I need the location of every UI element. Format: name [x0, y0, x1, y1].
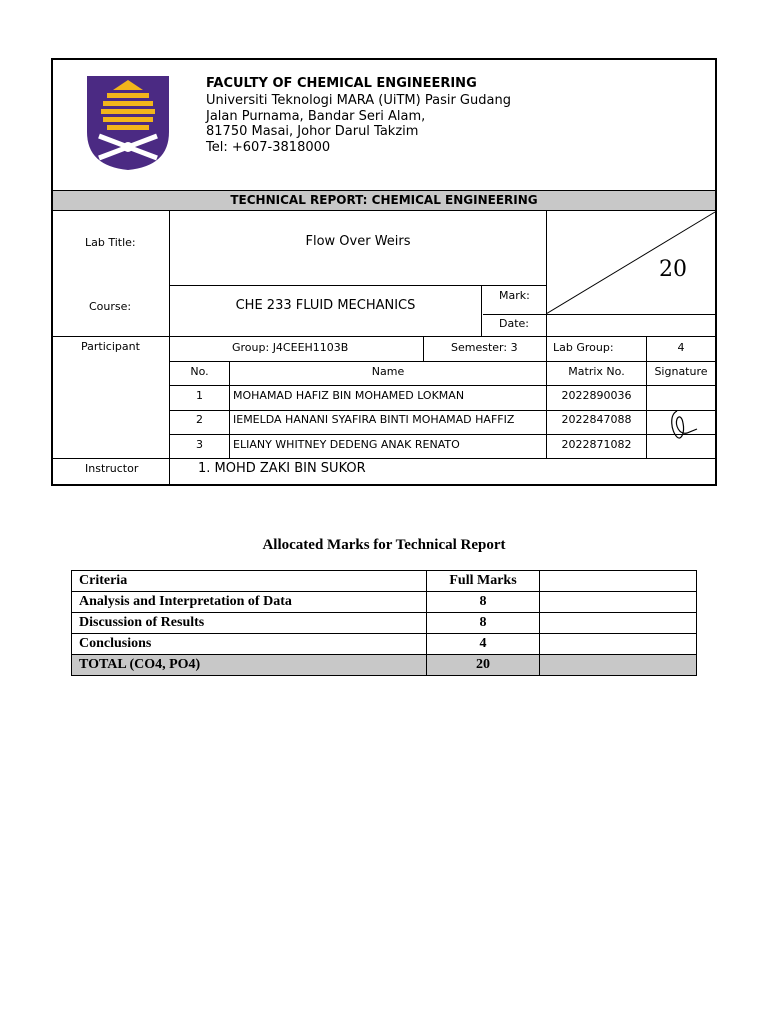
faculty-name: FACULTY OF CHEMICAL ENGINEERING	[206, 76, 477, 91]
total-full-marks: 20	[427, 655, 540, 676]
full-marks-cell: 8	[427, 613, 540, 634]
row-3-matrix: 2022871082	[561, 438, 632, 451]
group-value: Group: J4CEEH1103B	[232, 341, 349, 354]
row-1-name: MOHAMAD HAFIZ BIN MOHAMED LOKMAN	[233, 389, 465, 402]
allocated-marks-table	[71, 570, 697, 676]
instructor-value: 1. MOHD ZAKI BIN SUKOR	[198, 461, 366, 476]
row-2-no: 2	[196, 413, 203, 426]
row-1-no: 1	[196, 389, 203, 402]
total-label: TOTAL (CO4, PO4)	[72, 655, 427, 676]
col-signature: Signature	[654, 365, 708, 378]
address-line-2: 81750 Masai, Johor Darul Takzim	[206, 124, 419, 139]
criteria-cell: Analysis and Interpretation of Data	[72, 592, 427, 613]
cover-page-form	[51, 58, 717, 486]
col-matrix: Matrix No.	[568, 365, 625, 378]
instructor-label: Instructor	[85, 462, 139, 475]
lab-title-value: Flow Over Weirs	[305, 234, 411, 249]
marks-caption: Allocated Marks for Technical Report	[262, 537, 506, 553]
full-marks-cell: 4	[427, 634, 540, 655]
semester-value: Semester: 3	[451, 341, 518, 354]
col-no: No.	[190, 365, 209, 378]
mark-diagonal	[546, 211, 716, 315]
course-label: Course:	[89, 300, 132, 313]
header-obtained	[540, 571, 697, 592]
mark-label: Mark:	[499, 289, 530, 302]
row-3-name: ELIANY WHITNEY DEDENG ANAK RENATO	[233, 438, 460, 451]
table-row	[72, 634, 697, 655]
lab-group-value: 4	[677, 341, 685, 354]
signature-mark	[665, 405, 705, 445]
col-name: Name	[371, 365, 405, 378]
obtained-cell	[540, 613, 697, 634]
address-line-1: Jalan Purnama, Bandar Seri Alam,	[206, 109, 426, 124]
lab-group-label: Lab Group:	[553, 341, 614, 354]
table-row	[72, 592, 697, 613]
criteria-cell: Discussion of Results	[72, 613, 427, 634]
mark-value: 20	[659, 257, 687, 282]
full-marks-cell: 8	[427, 592, 540, 613]
lab-title-label: Lab Title:	[85, 236, 136, 249]
header-criteria: Criteria	[72, 571, 427, 592]
university-line: Universiti Teknologi MARA (UiTM) Pasir Gudang	[206, 93, 511, 108]
total-row	[72, 655, 697, 676]
uitm-logo	[83, 74, 173, 172]
table-row	[72, 613, 697, 634]
header-full-marks: Full Marks	[427, 571, 540, 592]
date-label: Date:	[499, 317, 529, 330]
total-obtained	[540, 655, 697, 676]
row-2-name: IEMELDA HANANI SYAFIRA BINTI MOHAMAD HAFFIZ	[233, 413, 515, 426]
obtained-cell	[540, 634, 697, 655]
row-3-no: 3	[196, 438, 203, 451]
obtained-cell	[540, 592, 697, 613]
course-value: CHE 233 FLUID MECHANICS	[235, 298, 416, 313]
telephone-line: Tel: +607-3818000	[206, 140, 331, 155]
row-1-matrix: 2022890036	[561, 389, 632, 402]
participant-label: Participant	[81, 340, 140, 353]
criteria-cell: Conclusions	[72, 634, 427, 655]
table-row	[72, 571, 697, 592]
row-2-matrix: 2022847088	[561, 413, 632, 426]
report-title-band: TECHNICAL REPORT: CHEMICAL ENGINEERING	[53, 190, 715, 211]
